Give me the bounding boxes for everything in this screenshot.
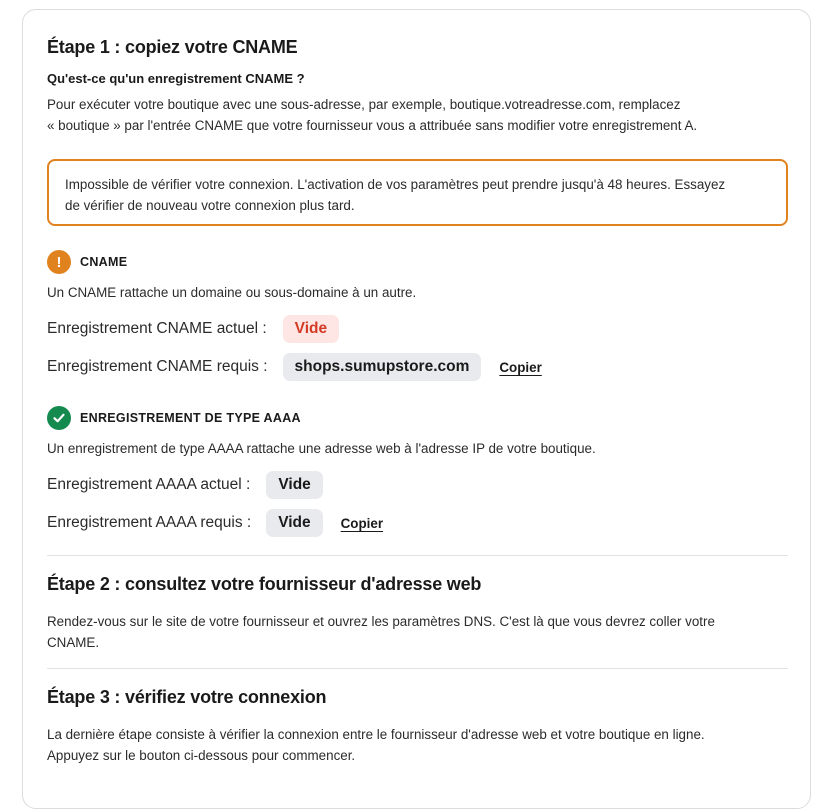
aaaa-current-value-badge: Vide [266,471,322,499]
step3-title: Étape 3 : vérifiez votre connexion [47,687,327,707]
aaaa-required-value-badge: Vide [266,509,322,537]
step1-description-line1: Pour exécuter votre boutique avec une sous-adresse, par exemple, boutique.votreadresse.com, remplacez [47,97,681,112]
connection-warning-alert [47,159,788,226]
cname-current-row [47,315,339,343]
cname-record-header [47,250,127,274]
cname-required-label: Enregistrement CNAME requis : [47,358,268,375]
aaaa-current-label: Enregistrement AAAA actuel : [47,476,251,493]
step1-title: Étape 1 : copiez votre CNAME [47,37,298,57]
step2-description-line1: Rendez-vous sur le site de votre fournisseur et ouvrez les paramètres DNS. C'est là que vous devrez coller votre [47,614,715,629]
divider [47,668,788,669]
step2-description-line2: CNAME. [47,635,100,650]
copy-cname-button[interactable]: Copier [499,359,542,375]
cname-question: Qu'est-ce qu'un enregistrement CNAME ? [47,71,305,86]
step3-description-line2: Appuyez sur le bouton ci-dessous pour commencer. [47,748,356,763]
aaaa-record-header [47,406,301,430]
aaaa-current-row [47,471,323,499]
check-circle-icon [47,406,71,430]
step3-description [47,724,788,766]
aaaa-record-title: ENREGISTREMENT DE TYPE AAAA [80,411,301,425]
divider [47,555,788,556]
step2-title: Étape 2 : consultez votre fournisseur d'adresse web [47,574,482,594]
step3-description-line1: La dernière étape consiste à vérifier la connexion entre le fournisseur d'adresse web et votre boutique en ligne. [47,727,705,742]
step1-description-line2: « boutique » par l'entrée CNAME que votre fournisseur vous a attribuée sans modifier votre enregistrement A. [47,118,698,133]
step1-description [47,94,788,136]
copy-aaaa-button[interactable]: Copier [340,515,384,531]
cname-record-title: CNAME [80,255,128,269]
alert-line2: de vérifier de nouveau votre connexion plus tard. [65,198,355,213]
cname-required-row [47,353,542,381]
dns-setup-card [22,9,811,809]
cname-current-label: Enregistrement CNAME actuel : [47,320,267,337]
alert-line1: Impossible de vérifier votre connexion. L'activation de vos paramètres peut prendre jusqu'à 48 heures. Essayez [65,177,726,192]
cname-current-value-badge: Vide [283,315,339,343]
aaaa-description: Un enregistrement de type AAAA rattache une adresse web à l'adresse IP de votre boutique. [47,441,596,456]
aaaa-required-label: Enregistrement AAAA requis : [47,514,252,531]
cname-description: Un CNAME rattache un domaine ou sous-domaine à un autre. [47,285,417,300]
step2-description [47,611,788,653]
cname-required-value-badge: shops.sumupstore.com [283,353,482,381]
warning-icon: ! [47,250,71,274]
aaaa-required-row [47,509,383,537]
